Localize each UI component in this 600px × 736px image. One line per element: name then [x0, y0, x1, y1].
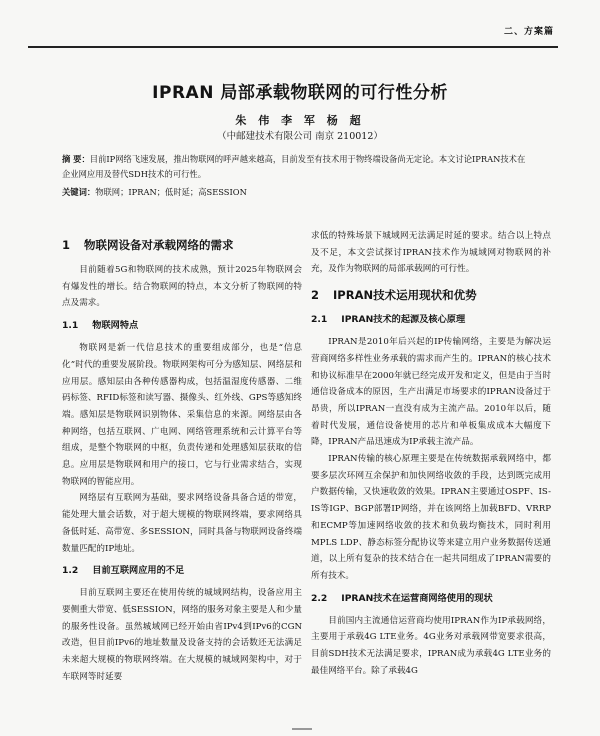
right-column — [311, 228, 551, 679]
subsection-heading — [62, 563, 302, 579]
left-column — [62, 228, 302, 685]
section-title: 物联网设备对承载网络的需求 — [84, 238, 234, 252]
abstract-text: 目前IP网络飞速发展，推出物联网的呼声越来越高，目前发至有技术用于物终端设备尚无定论。本文讨论IPRAN技术在企业网应用及替代SDH技术的可行性。 — [62, 154, 526, 179]
paragraph: 网络层有互联网为基础，要求网络设备具备合适的带宽，能处理大量会话数，对于超大规模的物联网终端，要求网络具备低时延、高带宽、多SESSION，同时具备与物联网设备终端数量匹配的IP地址。 — [62, 493, 302, 554]
subsection-title: IPRAN技术在运营商网络使用的现状 — [341, 592, 493, 604]
paragraph: 目前互联网主要还在使用传统的城域网结构，设备应用主要侧重大带宽、低SESSION，网络的服务对象主要是人和少量的服务性设备。虽然城域网已经开始由省IPv4到IPv6的CGN改造，但目前IPv6的地址数量及设备支持的会话数还无法满足未来超大规模的物联网终端。在大规模的城域网架构中，对于车联网等时延要 — [62, 588, 302, 682]
abstract-label: 摘 要： — [62, 154, 90, 164]
authors: 朱 伟 李 军 杨 超 — [235, 114, 365, 127]
paragraph: 目前随着5G和物联网的技术成熟，预计2025年物联网会有爆发性的增长。结合物联网的特点，本文分析了物联网的特点及需求。 — [62, 265, 302, 309]
paragraph: 目前国内主流通信运营商均使用IPRAN作为IP承载网络，主要用于承载4G LTE业务。4G业务对承载网带宽要求很高，目前SDH技术无法满足要求，IPRAN成为承载4G LTE业务的最佳网络平台。除了承载4G — [311, 615, 551, 676]
section-number: 2 — [311, 288, 320, 303]
running-head: 二、方案篇 — [503, 27, 554, 37]
subsection-title: 目前互联网应用的不足 — [92, 565, 185, 577]
page-footer-mark — [292, 728, 312, 730]
subsection-number: 2.1 — [311, 314, 328, 326]
paragraph: IPRAN是2010年后兴起的IP传输网络，主要是为解决运营商网络多样性业务承载的需求而产生的。IPRAN的核心技术和协议标准早在2000年就已经完成开发和定义，但是由于当时通信设备成本的原因，生产出满足市场要求的IPRAN设备过于昂贵，所以IPRAN一直没有成为主流产品。2010年以后，随着时代发展，通信设备使用的芯片和单板集成成本大幅度下降，IPRAN产品迅速成为IP承载主流产品。 — [311, 337, 551, 448]
section-number: 1 — [62, 238, 71, 252]
paragraph: 求低的特殊场景下城域网无法满足时延的要求。结合以上特点及不足，本文尝试探讨IPRAN技术作为城域网对物联网的补充，及作为物联网的局部承载网的可行性。 — [311, 231, 551, 275]
section-heading — [62, 236, 302, 254]
subsection-title: 物联网特点 — [92, 320, 139, 332]
subsection-number: 1.1 — [62, 320, 79, 332]
subsection-number: 2.2 — [311, 592, 328, 604]
keywords-label: 关键词： — [62, 187, 96, 197]
header-rule — [28, 46, 558, 48]
abstract — [62, 152, 528, 182]
section-heading — [311, 286, 551, 304]
paragraph: 物联网是新一代信息技术的重要组成部分，也是“信息化”时代的重要发展阶段。物联网架构可分为感知层、网络层和应用层。感知层由各种传感器构成，包括温湿度传感器、二维码标签、RFID标签和读写器、摄像头、红外线、GPS等感知终端。感知层是物联网识别物体、采集信息的来源。网络层由各种网络，包括互联网、广电网、网络管理系统和云计算平台等组成，是整个物联网的中枢，负责传递和处理感知层获取的信息。应用层是物联网和用户的接口，它与行业需求结合，实现物联网的智能应用。 — [62, 343, 302, 487]
paragraph: IPRAN传输的核心原理主要是在传统数据承载网络中，都要多层次环网互余保护和加快网络收敛的手段，达到既完成用户数据传输，又快速收敛的效果。IPRAN主要通过OSPF、IS-IS等IGP、BGP部署IP网络，并在该网络上加载BFD、VRRP和ECMP等加速网络收敛的技术和负载均衡技术，同时利用MPLS LDP、静态标签分配协议等来建立用户业务数据传送通道，以上所有复杂的技术结合在一起共同组成了IPRAN需要的所有技术。 — [311, 454, 551, 581]
affiliation: （中邮建技术有限公司 南京 210012） — [217, 131, 383, 142]
subsection-heading — [62, 318, 302, 334]
keywords-text: 物联网；IPRAN；低时延；高SESSION — [95, 187, 247, 197]
subsection-title: IPRAN技术的起源及核心原理 — [341, 314, 466, 326]
keywords — [62, 186, 528, 198]
section-title: IPRAN技术运用现状和优势 — [333, 288, 477, 303]
subsection-heading — [311, 591, 551, 607]
subsection-number: 1.2 — [62, 565, 79, 577]
paper-title: IPRAN 局部承载物联网的可行性分析 — [152, 83, 448, 103]
subsection-heading — [311, 312, 551, 328]
